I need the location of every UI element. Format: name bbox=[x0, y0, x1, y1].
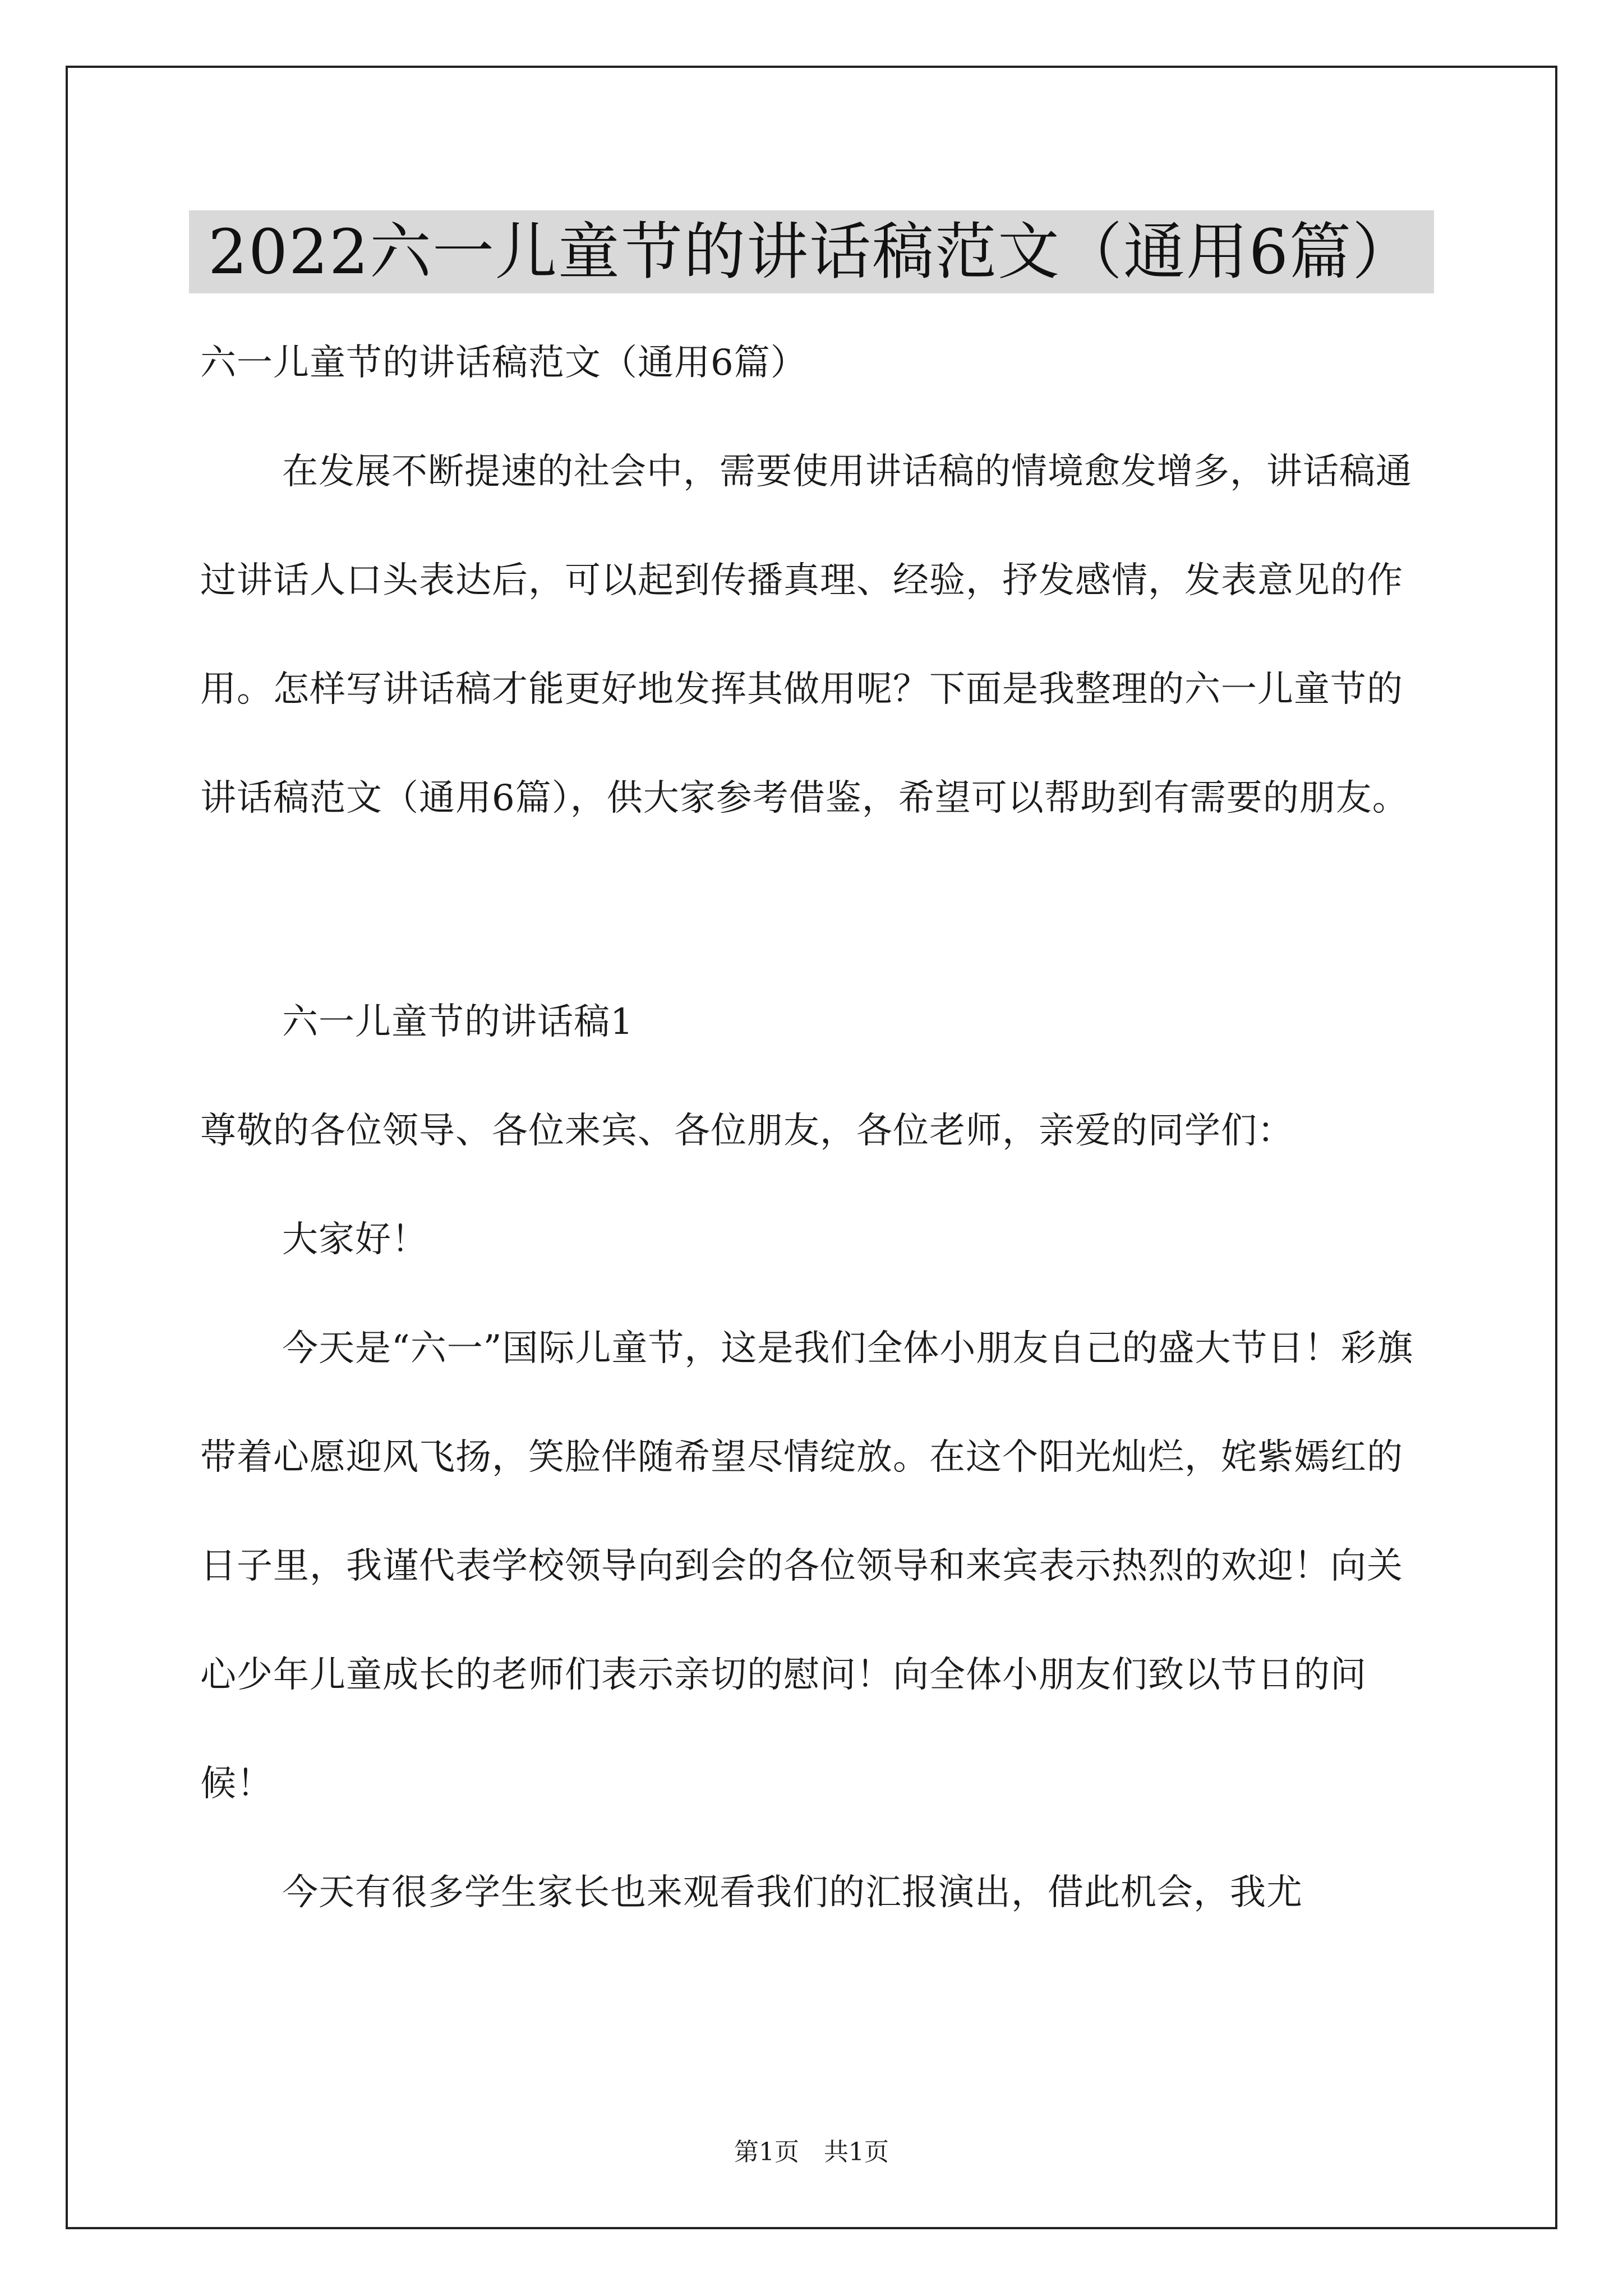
document-title: 2022六一儿童节的讲话稿范文（通用6篇） bbox=[189, 210, 1434, 293]
section-gap bbox=[200, 853, 1426, 968]
intro-paragraph: 在发展不断提速的社会中，需要使用讲话稿的情境愈发增多，讲话稿通过讲话人口头表达后，可以起到传播真理、经验，抒发感情，发表意见的作用。怎样写讲话稿才能更好地发挥其做用呢？下面是我整理的六一儿童节的讲话稿范文（通用6篇），供大家参考借鉴，希望可以帮助到有需要的朋友。 bbox=[200, 451, 1412, 819]
page-total: 共1页 bbox=[824, 2138, 889, 2166]
title-container bbox=[0, 210, 1623, 293]
page-number: 第1页 bbox=[734, 2138, 799, 2166]
document-body bbox=[200, 309, 1426, 1947]
body-paragraph-2: 今天有很多学生家长也来观看我们的汇报演出，借此机会，我尤 bbox=[282, 1872, 1303, 1913]
body-paragraph-1: 今天是“六一”国际儿童节，这是我们全体小朋友自己的盛大节日！彩旗带着心愿迎风飞扬，笑脸伴随希望尽情绽放。在这个阳光灿烂，姹紫嫣红的日子里，我谨代表学校领导向到会的各位领导和来宾表示热烈的欢迎！向关心少年儿童成长的老师们表示亲切的慰问！向全体小朋友们致以节日的问候！ bbox=[200, 1328, 1414, 1805]
document-subtitle: 六一儿童节的讲话稿范文（通用6篇） bbox=[200, 342, 807, 384]
greeting: 大家好！ bbox=[282, 1219, 428, 1260]
salutation: 尊敬的各位领导、各位来宾、各位朋友，各位老师，亲爱的同学们： bbox=[200, 1110, 1294, 1152]
page-footer bbox=[0, 2132, 1623, 2168]
section-heading: 六一儿童节的讲话稿1 bbox=[282, 1001, 634, 1043]
